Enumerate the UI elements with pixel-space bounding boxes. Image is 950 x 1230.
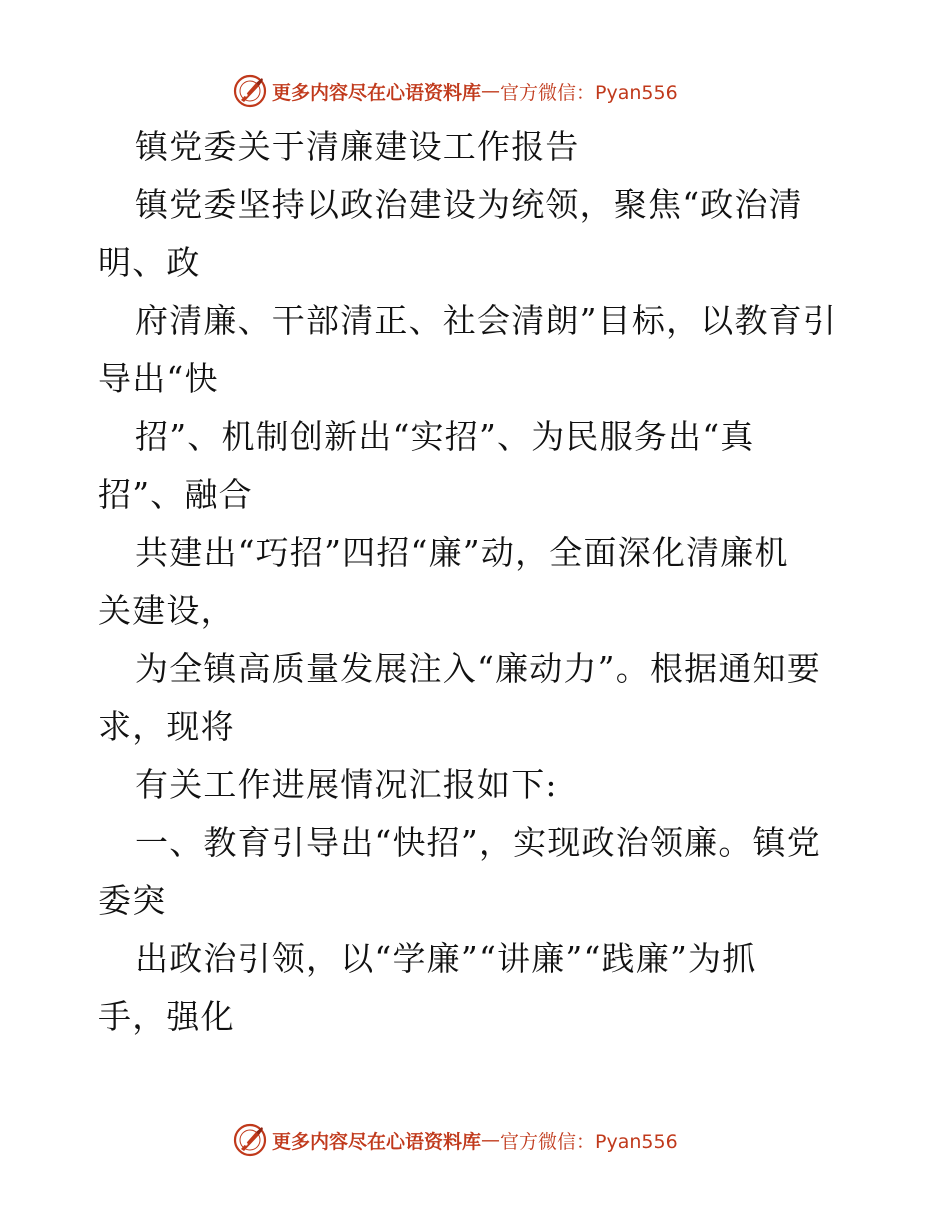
document-title: 镇党委关于清廉建设工作报告 — [135, 127, 580, 166]
header-separator: — — [481, 80, 501, 102]
paragraph-line: 共建出“巧招”四招“廉”动，全面深化清廉机 — [135, 533, 789, 572]
paragraph-line: 明、政 — [98, 243, 201, 282]
footer-banner — [232, 1120, 678, 1160]
paragraph-line: 求，现将 — [98, 707, 235, 746]
paragraph-line: 有关工作进展情况汇报如下: — [135, 765, 558, 804]
footer-site-text: 更多内容尽在心语资料库 — [272, 1130, 482, 1153]
paragraph-line: 委突 — [98, 881, 167, 920]
header-banner — [232, 71, 678, 111]
paragraph-line: 招”、融合 — [98, 475, 253, 514]
footer-separator: — — [481, 1129, 501, 1151]
quill-pen-logo-icon — [232, 1122, 268, 1158]
paragraph-line: 手，强化 — [98, 997, 235, 1036]
header-wechat-text: 官方微信：Pyan556 — [500, 81, 678, 104]
paragraph-line: 关建设， — [98, 591, 235, 630]
paragraph-line: 为全镇高质量发展注入“廉动力”。根据通知要 — [135, 649, 821, 688]
paragraph-line: 镇党委坚持以政治建设为统领，聚焦“政治清 — [135, 185, 803, 224]
header-site-text: 更多内容尽在心语资料库 — [272, 81, 482, 104]
paragraph-line: 招”、机制创新出“实招”、为民服务出“真 — [135, 417, 755, 456]
paragraph-line: 府清廉、干部清正、社会清朗”目标，以教育引 — [135, 301, 838, 340]
footer-wechat-text: 官方微信：Pyan556 — [500, 1130, 678, 1153]
quill-pen-logo-icon — [232, 73, 268, 109]
section-heading-line: 一、教育引导出“快招”，实现政治领廉。镇党 — [135, 823, 821, 862]
paragraph-line: 导出“快 — [98, 359, 219, 398]
paragraph-line: 出政治引领，以“学廉”“讲廉”“践廉”为抓 — [135, 939, 757, 978]
